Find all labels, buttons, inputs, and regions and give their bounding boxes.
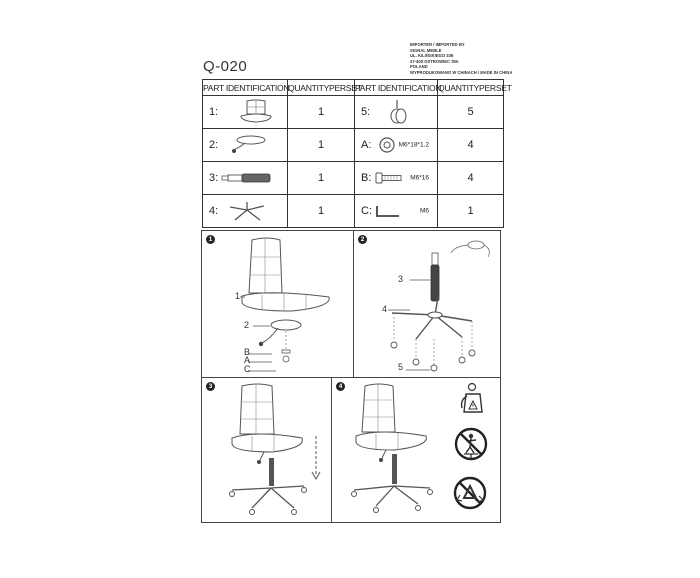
caster-icon (385, 99, 409, 125)
step-number-badge: 1 (206, 235, 215, 244)
warning-overload-icon (456, 382, 486, 416)
step-3-panel (201, 377, 332, 523)
part-code: M6*16 (410, 174, 429, 182)
importer-line: SIGNAL MEBLE (410, 47, 442, 53)
part-label-3: 3 (398, 274, 404, 284)
qty-cell: 1 (438, 195, 504, 228)
importer-info (410, 42, 520, 76)
step-2-panel (353, 230, 501, 378)
qty-cell: 1 (288, 162, 355, 195)
part-cell (203, 195, 288, 228)
step-number-badge: 4 (336, 382, 345, 391)
part-label-4: 4 (382, 304, 388, 314)
col-quantity-per-set: QUANTITYPERSET (438, 80, 504, 96)
part-index: A: (361, 139, 372, 151)
part-index: C: (361, 205, 372, 217)
step-4-panel (331, 377, 501, 523)
qty-cell: 1 (288, 195, 355, 228)
qty-cell: 4 (438, 162, 504, 195)
chair-seat-illustration (202, 231, 355, 379)
step-number-badge: 2 (358, 235, 367, 244)
part-index: 3: (209, 172, 219, 184)
importer-line: POLAND (410, 64, 428, 70)
chair-attach-illustration (202, 378, 333, 524)
part-cell (355, 162, 438, 195)
part-label-a: A (244, 355, 251, 365)
table-header-row (203, 80, 504, 96)
qty-cell: 1 (288, 96, 355, 129)
part-cell (355, 129, 438, 162)
part-label-2: 2 (244, 320, 250, 330)
gas-lift-icon (221, 172, 271, 184)
importer-line: IMPORTER / IMPORTED BY (410, 42, 465, 47)
base-assembly-illustration (354, 231, 502, 379)
importer-line: UL. KILIŃSKIEGO 336 (410, 53, 454, 59)
part-cell (355, 96, 438, 129)
step-number-badge: 3 (206, 382, 215, 391)
parts-table (202, 79, 512, 228)
importer-line: WYPRODUKOWANO W CHINACH / MADE IN CHINA (410, 69, 513, 75)
table-row (203, 195, 504, 228)
col-part-identification: PART IDENTIFICATION (203, 80, 288, 96)
qty-cell: 4 (438, 129, 504, 162)
part-cell (203, 129, 288, 162)
recycle-icon (452, 474, 488, 512)
col-part-identification: PART IDENTIFICATION (355, 80, 438, 96)
base-icon (227, 200, 267, 222)
washer-icon (379, 137, 395, 153)
table-row (203, 96, 504, 129)
table-row (203, 162, 504, 195)
allen-key-icon (375, 204, 401, 218)
part-label-5: 5 (398, 362, 404, 372)
part-label-b: B (244, 347, 251, 357)
part-index: 4: (209, 205, 219, 217)
part-index: 1: (209, 106, 219, 118)
no-standing-icon (454, 427, 488, 461)
bolt-icon (375, 171, 403, 185)
part-code: M6*18*1.2 (398, 141, 429, 149)
table-row (203, 129, 504, 162)
seat-icon (237, 99, 275, 125)
qty-cell: 1 (288, 129, 355, 162)
part-cell (203, 162, 288, 195)
col-quantity-per-set: QUANTITYPERSET (288, 80, 355, 96)
importer-line: 27-400 OSTROWIEC ŚW. (410, 58, 459, 64)
part-cell (203, 96, 288, 129)
qty-cell: 5 (438, 96, 504, 129)
part-cell (355, 195, 438, 228)
part-index: 5: (361, 106, 371, 118)
part-index: B: (361, 172, 372, 184)
part-label-1: 1 (235, 291, 241, 301)
part-index: 2: (209, 139, 219, 151)
step-1-panel (201, 230, 354, 378)
assembled-chair-illustration (332, 378, 452, 524)
part-label-c: C (244, 364, 251, 374)
mechanism-icon (231, 134, 267, 156)
model-number: Q-020 (203, 58, 248, 75)
part-code: M6 (419, 207, 429, 215)
